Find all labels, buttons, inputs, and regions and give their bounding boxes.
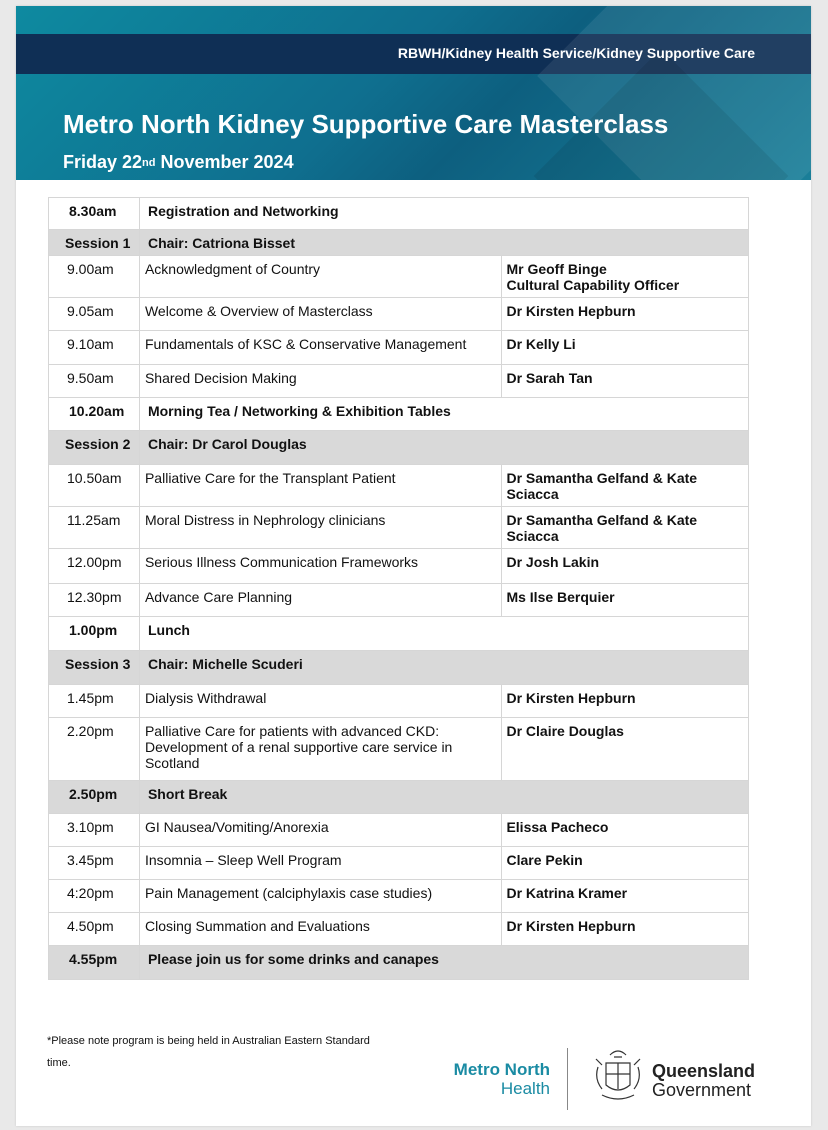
talk-speaker: Elissa Pacheco: [506, 819, 609, 835]
session-chair: Chair: Dr Carol Douglas: [147, 436, 307, 452]
talk-time-cell: [49, 331, 140, 365]
talk-title: Palliative Care for the Transplant Patient: [144, 470, 396, 486]
break-time-cell: [49, 617, 140, 651]
talk-time: 4.50pm: [67, 918, 114, 934]
talk-time: 1.45pm: [67, 690, 114, 706]
talk-speaker: Ms Ilse Berquier: [506, 589, 615, 605]
talk-time-cell: [49, 847, 140, 880]
logo-line-1: Metro North: [453, 1060, 550, 1079]
breadcrumb: RBWH/Kidney Health Service/Kidney Supportive Care: [397, 45, 755, 61]
program-row-sessionbreak: [49, 781, 749, 814]
break-time-cell: [49, 198, 140, 230]
talk-title: Pain Management (calciphylaxis case studies): [144, 885, 433, 901]
talk-title-cell: [139, 331, 501, 365]
talk-time-cell: [49, 584, 140, 617]
talk-speaker: Dr Sarah Tan: [506, 370, 593, 386]
talk-time: 12.30pm: [67, 589, 122, 605]
talk-speaker: Dr Kelly Li: [506, 336, 576, 352]
talk-title-cell: [139, 847, 501, 880]
talk-title: Welcome & Overview of Masterclass: [144, 303, 373, 319]
program-row-talk: [49, 880, 749, 913]
talk-title: Dialysis Withdrawal: [144, 690, 267, 706]
break-time: 8.30am: [69, 203, 117, 219]
program-row-talk: [49, 507, 749, 549]
page-title: Metro North Kidney Supportive Care Masterclass: [63, 109, 669, 139]
session-chair-cell: [139, 230, 748, 256]
program-row-talk: [49, 814, 749, 847]
talk-time-cell: [49, 685, 140, 718]
talk-speaker: Dr Kirsten Hepburn: [506, 918, 636, 934]
break-text: Lunch: [147, 622, 190, 638]
break-text: Please join us for some drinks and canapes: [147, 951, 439, 967]
break-time: 1.00pm: [69, 622, 118, 638]
talk-time-cell: [49, 549, 140, 584]
event-date: [63, 152, 294, 173]
talk-time: 11.25am: [67, 512, 121, 528]
break-text: Morning Tea / Networking & Exhibition Tables: [147, 403, 451, 419]
program-row-talk: [49, 331, 749, 365]
talk-title: Palliative Care for patients with advanced CKD: Development of a renal supportive care service in Scotland: [144, 723, 453, 771]
break-text-cell: [139, 198, 748, 230]
talk-time: 3.10pm: [67, 819, 114, 835]
program-row-talk: [49, 549, 749, 584]
session-chair: Chair: Catriona Bisset: [147, 235, 296, 251]
break-text-cell: [139, 617, 748, 651]
session-chair-cell: [139, 651, 748, 685]
talk-speaker: Dr Kirsten Hepburn: [506, 303, 636, 319]
talk-title-cell: [139, 549, 501, 584]
talk-speaker-cell: [502, 685, 749, 718]
talk-time-cell: [49, 298, 140, 331]
talk-speaker-cell: [502, 880, 749, 913]
talk-speaker-cell: [502, 847, 749, 880]
program-table: [48, 197, 749, 980]
program-row-break: [49, 617, 749, 651]
talk-title: GI Nausea/Vomiting/Anorexia: [144, 819, 329, 835]
talk-title: Shared Decision Making: [144, 370, 297, 386]
talk-title-cell: [139, 507, 501, 549]
date-suffix: November 2024: [155, 152, 294, 172]
program-row-session: [49, 230, 749, 256]
talk-time-cell: [49, 365, 140, 398]
date-ordinal: nd: [142, 157, 156, 169]
talk-title-cell: [139, 365, 501, 398]
program-row-talk: [49, 685, 749, 718]
talk-time: 3.45pm: [67, 852, 114, 868]
break-time: 10.20am: [69, 403, 125, 419]
session-chair: Chair: Michelle Scuderi: [147, 656, 303, 672]
talk-speaker: Dr Samantha Gelfand & Kate Sciacca: [506, 470, 698, 502]
talk-title: Insomnia – Sleep Well Program: [144, 852, 342, 868]
program-row-talk: [49, 465, 749, 507]
talk-time: 9.50am: [67, 370, 114, 386]
queensland-government-logo: [652, 1062, 755, 1100]
session-label: Session 3: [65, 656, 131, 672]
talk-title: Moral Distress in Nephrology clinicians: [144, 512, 386, 528]
talk-time-cell: [49, 814, 140, 847]
logo-divider: [567, 1048, 568, 1110]
talk-speaker: Dr Katrina Kramer: [506, 885, 628, 901]
break-time-cell: [49, 781, 140, 814]
talk-title-cell: [139, 256, 501, 298]
talk-time-cell: [49, 913, 140, 946]
talk-speaker-cell: [502, 549, 749, 584]
talk-time: 9.00am: [67, 261, 114, 277]
header-banner: [16, 6, 811, 180]
talk-time-cell: [49, 507, 140, 549]
break-text-cell: [139, 398, 748, 431]
break-text: Registration and Networking: [147, 203, 339, 219]
talk-speaker: Dr Kirsten Hepburn: [506, 690, 636, 706]
program-row-talk: [49, 365, 749, 398]
program-row-session: [49, 431, 749, 465]
timezone-note: *Please note program is being held in Australian Eastern Standard time.: [47, 1035, 370, 1069]
talk-time: 4:20pm: [67, 885, 114, 901]
program-row-break: [49, 198, 749, 230]
talk-title: Closing Summation and Evaluations: [144, 918, 370, 934]
talk-title-cell: [139, 298, 501, 331]
talk-speaker: Clare Pekin: [506, 852, 583, 868]
break-time: 2.50pm: [69, 786, 118, 802]
talk-title-cell: [139, 880, 501, 913]
talk-title-cell: [139, 814, 501, 847]
talk-speaker-cell: [502, 465, 749, 507]
break-text-cell: [139, 946, 748, 980]
talk-title-cell: [139, 913, 501, 946]
talk-speaker-cell: [502, 814, 749, 847]
talk-time: 12.00pm: [67, 554, 122, 570]
queensland-crest-icon: [588, 1045, 648, 1107]
talk-speaker-cell: [502, 584, 749, 617]
talk-title-cell: [139, 718, 501, 781]
gov-line-1: Queensland: [652, 1061, 756, 1081]
session-label-cell: [49, 230, 140, 256]
program-row-sessionbreak: [49, 946, 749, 980]
talk-title: Serious Illness Communication Frameworks: [144, 554, 419, 570]
talk-speaker-cell: [502, 298, 749, 331]
break-time-cell: [49, 946, 140, 980]
talk-speaker: Dr Claire Douglas: [506, 723, 624, 739]
talk-speaker: Dr Josh Lakin: [506, 554, 600, 570]
talk-time: 9.05am: [67, 303, 114, 319]
gov-line-2: Government: [652, 1080, 752, 1100]
talk-speaker-cell: [502, 718, 749, 781]
program-row-talk: [49, 298, 749, 331]
talk-title: Acknowledgment of Country: [144, 261, 321, 277]
program-row-talk: [49, 913, 749, 946]
talk-time-cell: [49, 465, 140, 507]
session-label-cell: [49, 431, 140, 465]
session-label-cell: [49, 651, 140, 685]
metro-north-health-logo: [446, 1060, 550, 1098]
talk-time: 2.20pm: [67, 723, 114, 739]
session-label: Session 1: [65, 235, 131, 251]
talk-speaker-cell: [502, 507, 749, 549]
break-time-cell: [49, 398, 140, 431]
talk-speaker-cell: [502, 365, 749, 398]
talk-title-cell: [139, 584, 501, 617]
session-label: Session 2: [65, 436, 131, 452]
talk-time-cell: [49, 718, 140, 781]
break-time: 4.55pm: [69, 951, 118, 967]
program-row-talk: [49, 847, 749, 880]
talk-title-cell: [139, 685, 501, 718]
talk-speaker-cell: [502, 256, 749, 298]
program-row-break: [49, 398, 749, 431]
break-text: Short Break: [147, 786, 228, 802]
talk-title: Fundamentals of KSC & Conservative Management: [144, 336, 467, 352]
talk-time-cell: [49, 256, 140, 298]
talk-speaker-cell: [502, 331, 749, 365]
program-row-talk: [49, 584, 749, 617]
talk-speaker-cell: [502, 913, 749, 946]
program-row-session: [49, 651, 749, 685]
talk-title: Advance Care Planning: [144, 589, 293, 605]
break-text-cell: [139, 781, 748, 814]
program-row-talk: [49, 718, 749, 781]
session-chair-cell: [139, 431, 748, 465]
program-row-talk: [49, 256, 749, 298]
talk-time-cell: [49, 880, 140, 913]
date-prefix: Friday 22: [63, 152, 143, 172]
logo-line-2: Health: [500, 1079, 550, 1098]
talk-title-cell: [139, 465, 501, 507]
talk-speaker: Mr Geoff Binge Cultural Capability Officer: [506, 261, 680, 293]
talk-time: 10.50am: [67, 470, 122, 486]
talk-speaker: Dr Samantha Gelfand & Kate Sciacca: [506, 512, 698, 544]
talk-time: 9.10am: [67, 336, 114, 352]
